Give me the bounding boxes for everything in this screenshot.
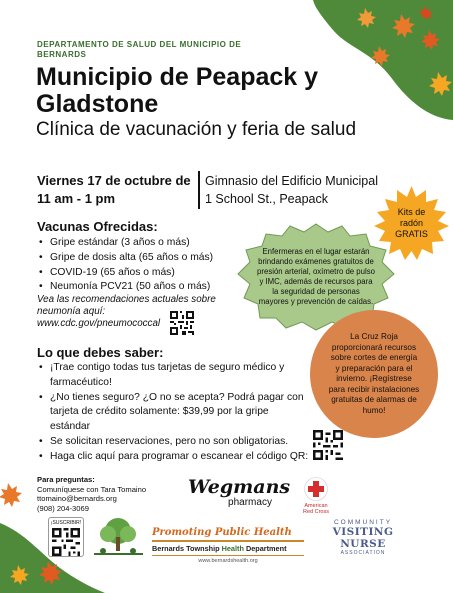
list-item: • Gripe de dosis alta (65 años o más) [37,251,237,266]
list-item: • ¡Trae contigo todas tus tarjetas de seguro médico y farmacéutico! [37,361,309,391]
visiting-nurse-logo [313,519,413,556]
contact-info [37,475,187,513]
radon-badge-text: Kits de radón GRATIS [395,207,428,239]
divider [198,171,200,209]
wegmans-name: Wegmans [188,476,291,498]
subscribe-qr-code[interactable] [48,517,84,557]
cdc-link[interactable]: www.cdc.gov/pneumococcal [37,318,161,329]
health-dept-logo [152,527,304,564]
redcross-badge-text: La Cruz Roja proporcionará recursos sobre cortes de energía y preparación para el invierno. ¡Regístrese para recibir instalaciones gratuitas de alarmas de humo! [328,332,420,415]
event-date [37,172,195,208]
red-cross-logo [296,477,336,515]
note-line: neumonía aquí: [37,306,106,317]
event-venue: Gimnasio del Edificio Municipal [205,174,378,188]
list-item: • COVID-19 (65 años o más) [37,266,237,281]
event-address: 1 School St., Peapack [205,192,328,206]
note-line: Vea las recomendaciones actuales sobre [37,294,216,305]
contact-name: Comuníquese con Tara Tomaino [37,484,147,494]
department-name: DEPARTAMENTO DE SALUD DEL MUNICIPIO DE BERNARDS [37,40,242,59]
know-heading: Lo que debes saber: [37,345,164,360]
vaccines-heading: Vacunas Ofrecidas: [37,219,158,234]
schedule-link[interactable]: • Haga clic aquí para programar o escanear el código QR: [37,450,309,465]
tree-logo [91,517,146,557]
list-item: • Gripe estándar (3 años o más) [37,236,237,251]
nurses-badge-text: Enfermeras en el lugar estarán brindando exámenes gratuitos de presión arterial, oxímetro de pulso y IMC, además de recursos para la seguridad de personas mayores y prevención de caídas. [257,247,375,306]
redcross-badge [310,310,438,438]
promo-url[interactable]: www.bernardshealth.org [198,558,258,564]
vna-line3: ASSOCIATION [340,550,386,556]
contact-phone: (908) 204-3069 [37,503,89,513]
promo-tagline: Promoting Public Health [152,527,292,538]
promo-rule [152,555,304,557]
vna-line2: VISITING NURSE [332,526,394,550]
page-subtitle: Clínica de vacunación y feria de salud [36,119,357,140]
promo-dept: Bernards Township Health Department [152,543,287,553]
pneumonia-note [37,294,227,330]
cdc-qr-code[interactable] [170,311,194,335]
event-time-line: 11 am - 1 pm [37,191,116,206]
promo-rule [152,540,304,542]
list-item: • Se solicitan reservaciones, pero no son obligatorias. [37,435,309,450]
wegmans-logo [188,476,291,508]
redcross-line2: Red Cross [303,509,329,515]
schedule-qr-code[interactable] [313,430,343,460]
event-date-line: Viernes 17 de octubre de [37,173,191,188]
redcross-line1: American [304,503,328,509]
contact-heading: Para preguntas: [37,475,95,484]
know-list [37,361,309,465]
wegmans-sub: pharmacy [228,497,272,508]
page-title: Municipio de Peapack y Gladstone [36,63,319,118]
vaccines-list [37,236,237,295]
list-item: • Neumonía PCV21 (50 años o más) [37,280,237,295]
subscribe-label: ¡SUSCRIBIR! [50,520,82,526]
red-cross-icon [304,477,328,501]
vna-line1: COMMUNITY [333,519,393,526]
contact-email[interactable]: ttomaino@bernards.org [37,494,117,503]
list-item: • ¿No tienes seguro? ¿O no se acepta? Podrá pagar con tarjeta de crédito solamente: $39,99 por la gripe estándar [37,391,309,435]
